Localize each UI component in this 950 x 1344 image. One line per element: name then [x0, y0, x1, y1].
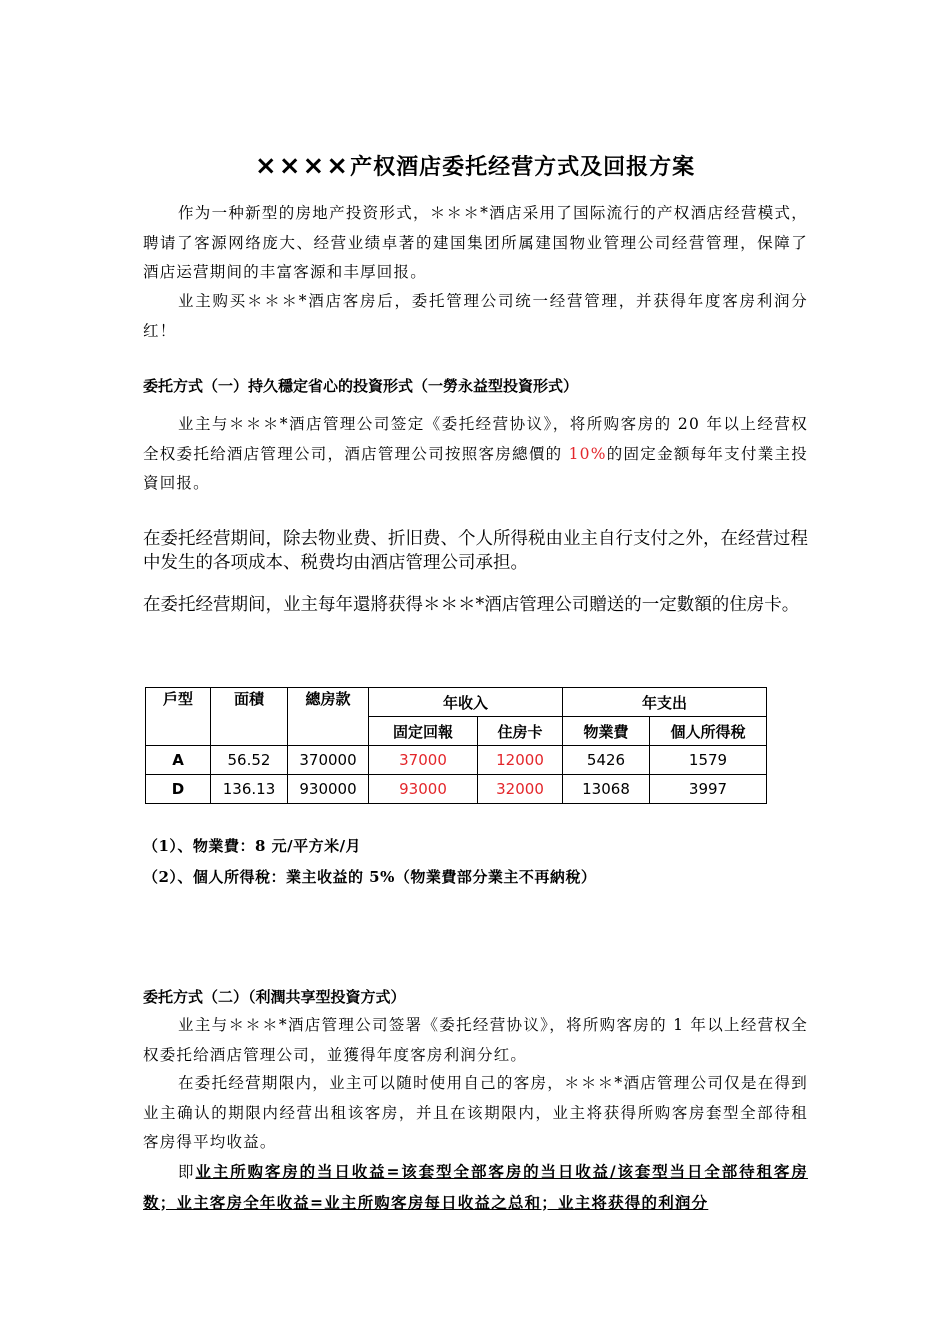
- cell-area: 56.52: [211, 746, 288, 775]
- table-header-row-1: [146, 688, 767, 717]
- fixed-rate-highlight: 10%: [568, 444, 607, 463]
- cell-total: 930000: [288, 775, 369, 804]
- cell-card: 32000: [478, 775, 563, 804]
- document-title: [0, 150, 950, 181]
- section1-p1-text-after: 的固定金额每年支付業主投資回报。: [143, 444, 808, 492]
- table-row: [146, 746, 767, 775]
- cell-fixed: 37000: [369, 746, 478, 775]
- header-area: 面積: [211, 688, 288, 746]
- cell-total: 370000: [288, 746, 369, 775]
- title-text: 产权酒店委托经营方式及回报方案: [350, 155, 696, 180]
- section2-paragraph-1: 业主与＊＊＊*酒店管理公司签署《委托经营协议》，将所购客房的 1 年以上经营权全权委托给酒店管理公司，並獲得年度客房利润分红。: [143, 1016, 808, 1064]
- section1-heading: 委托方式（一）持久穩定省心的投資形式（一勞永益型投資形式）: [143, 377, 579, 395]
- table-row: [146, 775, 767, 804]
- note-income-tax: （2）、個人所得稅：業主收益的 5%（物業費部分業主不再納稅）: [143, 868, 597, 886]
- cell-card: 12000: [478, 746, 563, 775]
- section2-heading: 委托方式（二）（利潤共享型投資方式）: [143, 988, 406, 1006]
- header-type: 戶型: [146, 688, 211, 746]
- header-income-tax: 個人所得稅: [650, 717, 767, 746]
- header-fixed: 固定回報: [369, 717, 478, 746]
- intro-paragraph-1: 作为一种新型的房地产投资形式，＊＊＊*酒店采用了国际流行的产权酒店经营模式，聘请了客源网络庞大、经营业绩卓著的建国集团所属建国物业管理公司经营管理，保障了酒店运营期间的丰富客源和丰厚回报。: [143, 204, 808, 281]
- cell-type: D: [146, 775, 211, 804]
- section1-p1-text-before: 业主与＊＊＊*酒店管理公司签定《委托经营协议》，将所购客房的 20 年以上经营权全权委托给酒店管理公司，酒店管理公司按照客房總價的: [143, 415, 808, 463]
- investment-table: [145, 687, 767, 804]
- revenue-formula: 业主所购客房的当日收益=该套型全部客房的当日收益/该套型当日全部待租客房数；业主客房全年收益=业主所购客房每日收益之总和；业主将获得的利润分: [143, 1162, 809, 1212]
- header-card: 住房卡: [478, 717, 563, 746]
- cell-property-fee: 5426: [563, 746, 650, 775]
- section2-paragraph-2: 在委托经营期限内，业主可以随时使用自己的客房，＊＊＊*酒店管理公司仅是在得到业主确认的期限内经营出租该客房，并且在该期限内，业主将获得所购客房套型全部待租客房得平均收益。: [143, 1074, 808, 1151]
- header-income: 年收入: [369, 688, 563, 717]
- section1-paragraph-1: [143, 410, 808, 499]
- section2-p3-prefix: 即: [178, 1163, 196, 1181]
- intro-paragraph-2: 业主购买＊＊＊*酒店客房后，委托管理公司统一经营管理，并获得年度客房利润分红！: [143, 292, 808, 340]
- cell-income-tax: 3997: [650, 775, 767, 804]
- cell-area: 136.13: [211, 775, 288, 804]
- section1-paragraph-3: 在委托经营期间，业主每年還將获得＊＊＊*酒店管理公司贈送的一定數額的住房卡。: [143, 595, 800, 615]
- cell-income-tax: 1579: [650, 746, 767, 775]
- title-stars: ××××: [254, 151, 351, 181]
- header-expense: 年支出: [563, 688, 767, 717]
- cell-type: A: [146, 746, 211, 775]
- note-property-fee: （1）、物業費：8 元/平方米/月: [143, 837, 362, 855]
- cell-property-fee: 13068: [563, 775, 650, 804]
- section1-paragraph-2: 在委托经营期间，除去物业费、折旧费、个人所得税由业主自行支付之外，在经营过程中发生的各项成本、税费均由酒店管理公司承担。: [143, 529, 808, 573]
- section2-paragraph-3: [143, 1157, 808, 1218]
- header-property-fee: 物業費: [563, 717, 650, 746]
- header-total: 總房款: [288, 688, 369, 746]
- cell-fixed: 93000: [369, 775, 478, 804]
